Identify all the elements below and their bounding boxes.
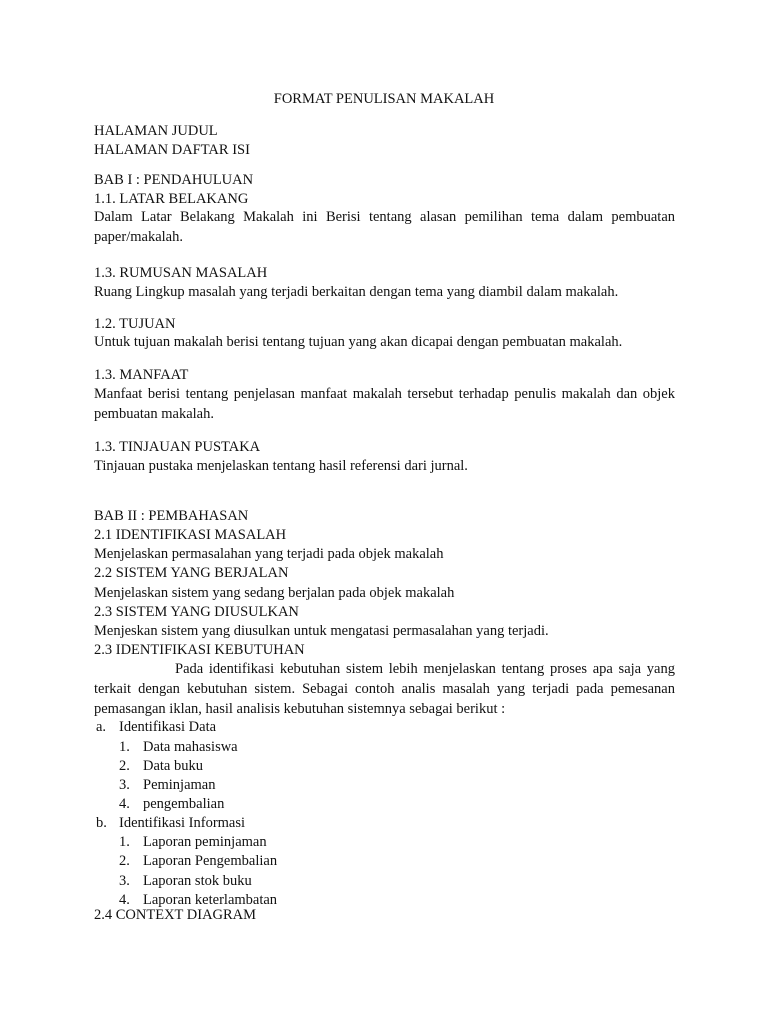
sistem-diusulkan-heading: 2.3 SISTEM YANG DIUSULKAN — [94, 604, 299, 620]
list-b-item-2: Laporan Pengembalian — [143, 853, 278, 869]
list-b-item-4: Laporan keterlambatan — [143, 892, 278, 908]
latar-text: Dalam Latar Belakang Makalah ini Berisi tentang alasan pemilihan tema dalam pembuatan paper/makalah. — [94, 209, 675, 245]
sistem-berjalan-heading: 2.2 SISTEM YANG BERJALAN — [94, 565, 289, 581]
identifikasi-kebutuhan-text: Pada identifikasi kebutuhan sistem lebih menjelaskan tentang proses apa saja yang terkait dengan kebutuhan sistem. Sebagai contoh analis masalah yang terjadi pada pemesanan pemasangan iklan, hasil analisis kebutuhan sistemnya sebagai berikut : — [94, 661, 675, 717]
list-a-item-2: Data buku — [143, 758, 203, 774]
list-b-item-2-num: 2. — [119, 853, 130, 869]
identifikasi-masalah-text: Menjelaskan permasalahan yang terjadi pada objek makalah — [94, 546, 444, 562]
front-item-judul: HALAMAN JUDUL — [94, 123, 218, 139]
manfaat-text: Manfaat berisi tentang penjelasan manfaat makalah tersebut terhadap penulis makalah dan objek pembuatan makalah. — [94, 386, 675, 422]
list-a-item-4-num: 4. — [119, 796, 130, 812]
document-title: FORMAT PENULISAN MAKALAH — [273, 91, 495, 107]
tujuan-text: Untuk tujuan makalah berisi tentang tujuan yang akan dicapai dengan pembuatan makalah. — [94, 334, 623, 350]
tinjauan-text: Tinjauan pustaka menjelaskan tentang hasil referensi dari jurnal. — [94, 458, 468, 474]
context-diagram-heading: 2.4 CONTEXT DIAGRAM — [94, 907, 257, 923]
list-b-item-3: Laporan stok buku — [143, 873, 252, 889]
list-a-label: Identifikasi Data — [119, 719, 217, 735]
list-a-item-1-num: 1. — [119, 739, 130, 755]
list-a-item-3: Peminjaman — [143, 777, 216, 793]
sistem-diusulkan-text: Menjeskan sistem yang diusulkan untuk mengatasi permasalahan yang terjadi. — [94, 623, 549, 639]
list-b-letter: b. — [96, 815, 107, 831]
list-b-item-1: Laporan peminjaman — [143, 834, 267, 850]
list-a-item-1: Data mahasiswa — [143, 739, 238, 755]
list-a-item-4: pengembalian — [143, 796, 225, 812]
list-b-item-1-num: 1. — [119, 834, 130, 850]
list-b-item-3-num: 3. — [119, 873, 130, 889]
sistem-berjalan-text: Menjelaskan sistem yang sedang berjalan pada objek makalah — [94, 585, 455, 601]
identifikasi-kebutuhan-heading: 2.3 IDENTIFIKASI KEBUTUHAN — [94, 642, 305, 658]
rumusan-heading: 1.3. RUMUSAN MASALAH — [94, 265, 268, 281]
bab1-heading: BAB I : PENDAHULUAN — [94, 172, 254, 188]
identifikasi-masalah-heading: 2.1 IDENTIFIKASI MASALAH — [94, 527, 287, 543]
latar-heading: 1.1. LATAR BELAKANG — [94, 191, 249, 207]
tinjauan-heading: 1.3. TINJAUAN PUSTAKA — [94, 439, 261, 455]
front-item-daftar-isi: HALAMAN DAFTAR ISI — [94, 142, 250, 158]
rumusan-text: Ruang Lingkup masalah yang terjadi berkaitan dengan tema yang diambil dalam makalah. — [94, 284, 619, 300]
bab2-heading: BAB II : PEMBAHASAN — [94, 508, 249, 524]
list-a-letter: a. — [96, 719, 107, 735]
list-b-item-4-num: 4. — [119, 892, 130, 908]
manfaat-heading: 1.3. MANFAAT — [94, 367, 189, 383]
list-a-item-3-num: 3. — [119, 777, 130, 793]
list-b-label: Identifikasi Informasi — [119, 815, 246, 831]
tujuan-heading: 1.2. TUJUAN — [94, 316, 176, 332]
list-a-item-2-num: 2. — [119, 758, 130, 774]
